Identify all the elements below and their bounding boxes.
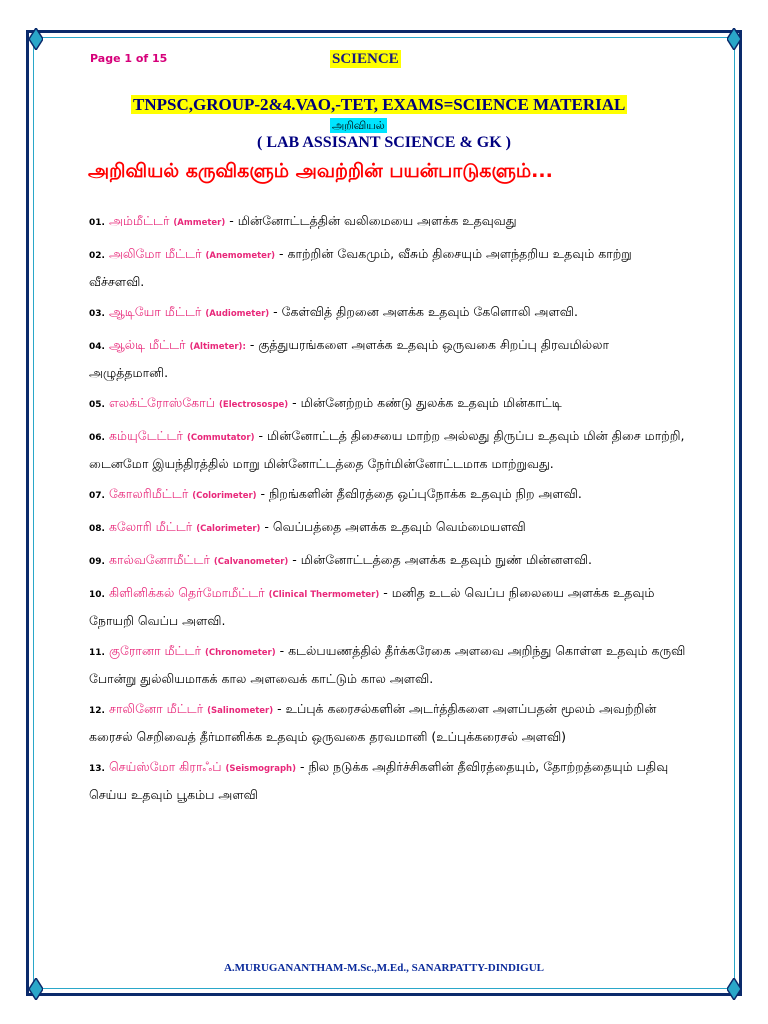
instrument-description: - வெப்பத்தை அளக்க உதவும் வெம்மையளவி: [260, 519, 526, 534]
list-item: [89, 423, 689, 476]
instrument-tamil-name: சாலினோ மீட்டர்: [108, 701, 204, 716]
instrument-english-name: (Chronometer): [204, 648, 276, 658]
corner-ornament-icon: [29, 978, 43, 1000]
entry-number: 07.: [89, 491, 105, 501]
entry-number: 11.: [89, 648, 105, 658]
instrument-tamil-name: கம்யுடேட்டர்: [108, 428, 183, 443]
page-number: Page 1 of 15: [90, 52, 168, 65]
instrument-tamil-name: கோலரிமீட்டர்: [108, 486, 189, 501]
entry-number: 06.: [89, 433, 105, 443]
instrument-list: [89, 208, 689, 812]
list-item: [89, 241, 689, 294]
entry-number: 08.: [89, 524, 105, 534]
list-item: [89, 332, 689, 385]
instrument-tamil-name: செய்ஸ்மோ கிராஃப்: [108, 759, 222, 774]
instrument-english-name: (Ammeter): [173, 218, 226, 228]
instrument-english-name: (Colorimeter): [192, 491, 257, 501]
entry-number: 04.: [89, 342, 105, 352]
instrument-tamil-name: அம்மீட்டர்: [108, 213, 170, 228]
instrument-tamil-name: அலிமோ மீட்டர்: [108, 246, 202, 261]
instrument-tamil-name: கலோரி மீட்டர்: [108, 519, 193, 534]
instrument-description: - குத்துயரங்களை அளக்க உதவும் ஒருவகை சிறப்பு திரவமில்லா அழுத்தமானி.: [89, 337, 610, 380]
instrument-description: - உப்புக் கரைசல்களின் அடர்த்திகளை அளப்பதன் மூலம் அவற்றின் கரைசல் செறிவைத் தீர்மானிக்க உதவும் ஒருவகை தரவமானி (உப்புக்கரைசல் அளவி): [89, 701, 657, 744]
instrument-tamil-name: கால்வனோமீட்டர்: [108, 552, 210, 567]
instrument-english-name: (Calvanometer): [213, 557, 289, 567]
entry-number: 05.: [89, 400, 105, 410]
instrument-tamil-name: எலக்ட்ரோஸ்கோப்: [108, 395, 216, 410]
entry-number: 03.: [89, 309, 105, 319]
entry-number: 13.: [89, 764, 105, 774]
list-item: [89, 390, 689, 418]
instrument-description: - கடல்பயணத்தில் தீர்க்கரேகை அளவை அறிந்து கொள்ள உதவும் கருவி போன்று துல்லியமாகக் கால அளவைக் காட்டும் கால அளவி.: [89, 643, 686, 686]
lab-subtitle: ( LAB ASSISANT SCIENCE & GK ): [257, 134, 511, 151]
instrument-english-name: (Electrosospe): [219, 400, 289, 410]
section-heading: அறிவியல் கருவிகளும் அவற்றின் பயன்பாடுகளும்...: [88, 160, 553, 182]
instrument-description: - மனித உடல் வெப்ப நிலையை அளக்க உதவும் நோயறி வெப்ப அளவி.: [89, 585, 655, 628]
instrument-description: - மின்னோட்டத் திசையை மாற்ற அல்லது திருப்ப உதவும் மின் திசை மாற்றி, டைனமோ இயந்திரத்தில் மாறு மின்னோட்டத்தை நேர்மின்னோட்டமாக மாற்றுவது.: [89, 428, 685, 471]
list-item: [89, 514, 689, 542]
list-item: [89, 299, 689, 327]
list-item: [89, 638, 689, 691]
instrument-tamil-name: ஆல்டி மீட்டர்: [108, 337, 186, 352]
instrument-description: - காற்றின் வேகமும், வீசும் திசையும் அளந்தறிய உதவும் காற்று வீச்சளவி.: [89, 246, 632, 289]
instrument-english-name: (Calorimeter): [196, 524, 261, 534]
list-item: [89, 208, 689, 236]
instrument-description: - நில நடுக்க அதிர்ச்சிகளின் தீவிரத்தையும், தோற்றத்தையும் பதிவு செய்ய உதவும் பூகம்ப அளவி: [89, 759, 669, 802]
instrument-english-name: (Audiometer): [205, 309, 270, 319]
subtitle-tag: அறிவியல்: [332, 119, 385, 132]
instrument-description: - மின்னோட்டத்தை அளக்க உதவும் நுண் மின்னளவி.: [288, 552, 593, 567]
list-item: [89, 481, 689, 509]
instrument-description: - கேள்வித் திறனை அளக்க உதவும் கேளொலி அளவி.: [269, 304, 578, 319]
list-item: [89, 547, 689, 575]
instrument-tamil-name: கிளினிக்கல் தெர்மோமீட்டர்: [108, 585, 265, 600]
instrument-english-name: (Altimeter):: [189, 342, 246, 352]
entry-number: 12.: [89, 706, 105, 716]
instrument-tamil-name: ஆடியோ மீட்டர்: [108, 304, 202, 319]
science-tag: SCIENCE: [332, 51, 399, 67]
instrument-tamil-name: குரோனா மீட்டர்: [108, 643, 201, 658]
list-item: [89, 696, 689, 749]
instrument-english-name: (Salinometer): [207, 706, 274, 716]
list-item: [89, 754, 689, 807]
entry-number: 02.: [89, 251, 105, 261]
entry-number: 09.: [89, 557, 105, 567]
instrument-english-name: (Anemometer): [205, 251, 276, 261]
instrument-description: - நிறங்களின் தீவிரத்தை ஒப்புநோக்க உதவும் நிற அளவி.: [256, 486, 582, 501]
corner-ornament-icon: [727, 978, 741, 1000]
instrument-description: - மின்னேற்றம் கண்டு துலக்க உதவும் மின்காட்டி: [288, 395, 562, 410]
instrument-english-name: (Seismograph): [225, 764, 296, 774]
entry-number: 01.: [89, 218, 105, 228]
list-item: [89, 580, 689, 633]
instrument-description: - மின்னோட்டத்தின் வலிமையை அளக்க உதவுவது: [225, 213, 517, 228]
entry-number: 10.: [89, 590, 105, 600]
corner-ornament-icon: [29, 28, 43, 50]
instrument-english-name: (Commutator): [186, 433, 255, 443]
document-title: TNPSC,GROUP-2&4.VAO,-TET, EXAMS=SCIENCE MATERIAL: [133, 95, 626, 114]
instrument-english-name: (Clinical Thermometer): [268, 590, 380, 600]
corner-ornament-icon: [727, 28, 741, 50]
footer-author: A.MURUGANANTHAM-M.Sc.,M.Ed., SANARPATTY-DINDIGUL: [223, 962, 544, 974]
